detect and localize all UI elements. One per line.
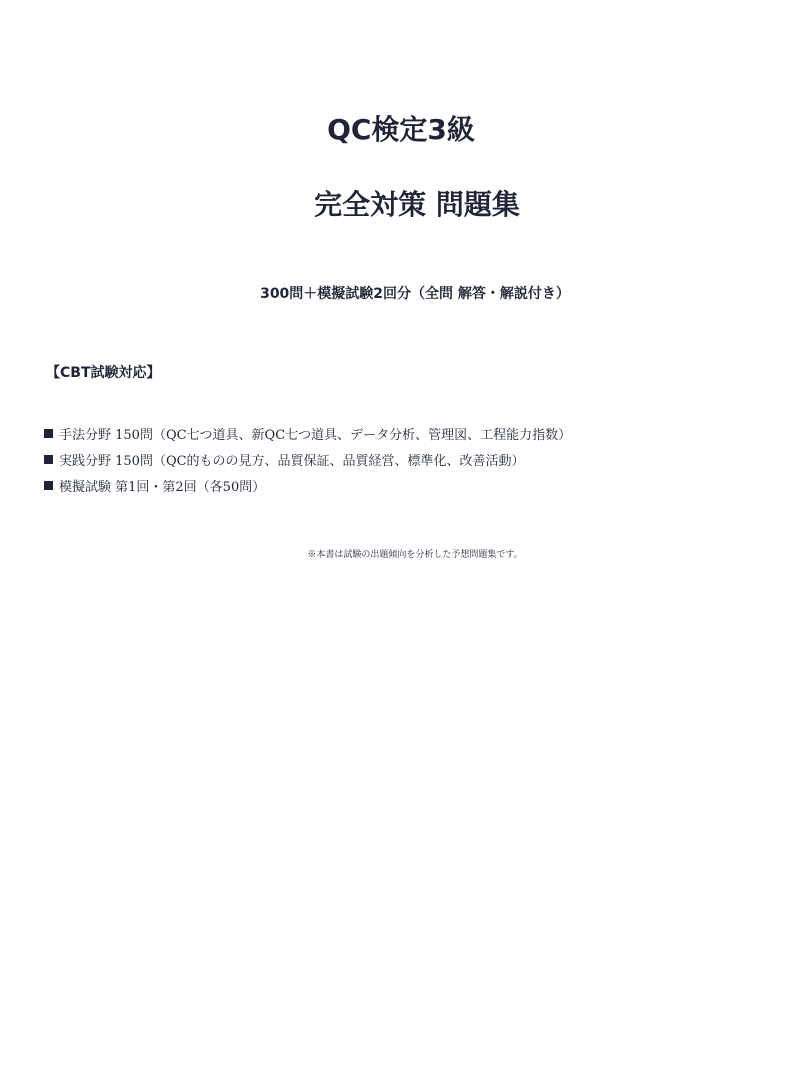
list-item xyxy=(44,420,571,446)
square-bullet-icon xyxy=(44,481,53,490)
list-item xyxy=(44,446,571,472)
document-tagline: 300問＋模擬試験2回分（全問 解答・解説付き） xyxy=(260,286,570,302)
list-item xyxy=(44,472,571,498)
section-label-cbt: 【CBT試験対応】 xyxy=(46,365,161,381)
document-title: QC検定3級 xyxy=(327,113,475,146)
bullet-list xyxy=(44,420,571,498)
list-item-text: 手法分野 150問（QC七つ道具、新QC七つ道具、データ分析、管理図、工程能力指数） xyxy=(59,427,572,443)
document-subtitle-title: 完全対策 問題集 xyxy=(314,188,520,221)
square-bullet-icon xyxy=(44,455,53,464)
square-bullet-icon xyxy=(44,429,53,438)
list-item-text: 模擬試験 第1回・第2回（各50問） xyxy=(59,479,266,495)
list-item-text: 実践分野 150問（QC的ものの見方、品質保証、品質経営、標準化、改善活動） xyxy=(59,453,525,469)
footnote: ※本書は試験の出題傾向を分析した予想問題集です。 xyxy=(307,550,523,560)
